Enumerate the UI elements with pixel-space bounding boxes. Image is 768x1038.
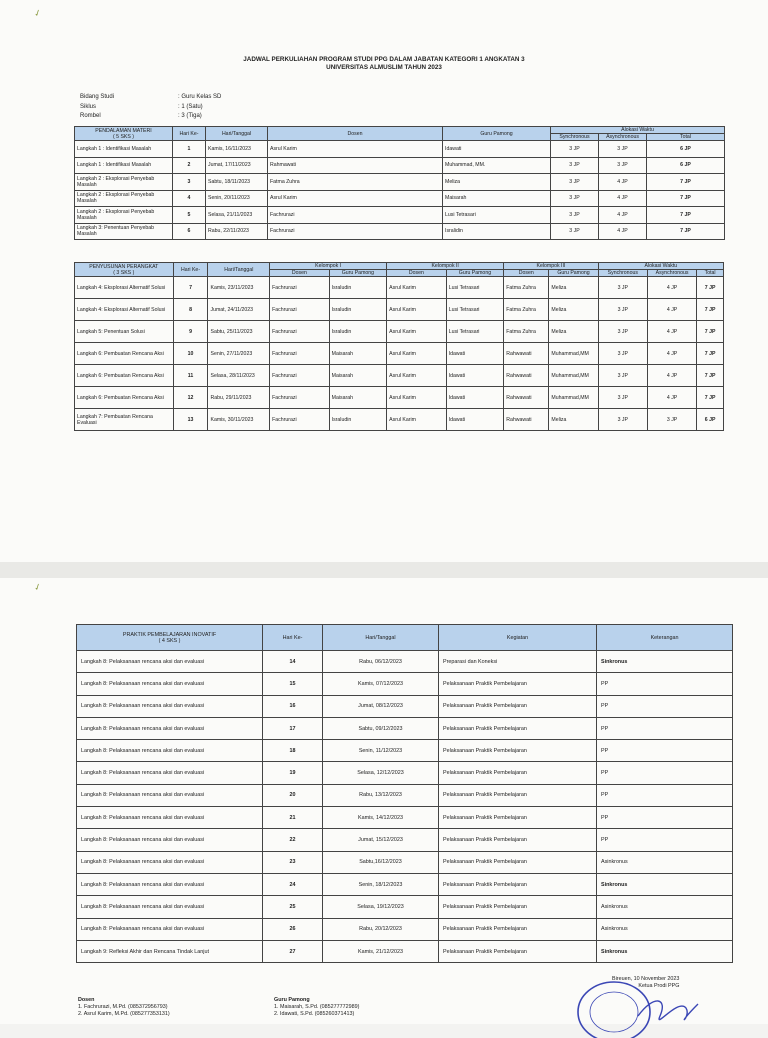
table-row: Langkah 8: Pelaksanaan rencana aksi dan evaluasi 18 Senin, 11/12/2023 Pelaksanaan Praktik Pembelajaran PP (77, 740, 733, 762)
pendalaman-materi-table (74, 126, 725, 240)
signature-scribble (638, 1001, 698, 1020)
pamong-header: Guru Pamong (443, 127, 551, 141)
table-row: Langkah 1 : Identifikasi Masalah 1 Kamis, 16/11/2023 Asrul Karim Idawati 3 JP 3 JP 6 JP (75, 141, 725, 158)
table-row: Langkah 8: Pelaksanaan rencana aksi dan evaluasi 24 Senin, 18/12/2023 Pelaksanaan Praktik Pembelajaran Sinkronus (77, 873, 733, 895)
document-title: JADWAL PERKULIAHAN PROGRAM STUDI PPG DALAM JABATAN KATEGORI 1 ANGKATAN 3 UNIVERSITAS ALMUSLIM TAHUN 2023 (243, 56, 525, 71)
table-row: Langkah 8: Pelaksanaan rencana aksi dan evaluasi 15 Kamis, 07/12/2023 Pelaksanaan Praktik Pembelajaran PP (77, 673, 733, 695)
meta-info (78, 92, 223, 123)
praktik-pembelajaran-table (76, 624, 733, 963)
kelompok-1-header: Kelompok I (270, 263, 387, 270)
module-header: PENYUSUNAN PERANGKAT ( 3 SKS ) (75, 263, 174, 277)
stamp-inner-ring (590, 992, 638, 1032)
pen-mark-icon: ✓ (32, 7, 43, 20)
table-row: Langkah 7: Pembuatan Rencana Evaluasi 13 Kamis, 30/11/2023 Fachrurazi Israludin Asrul Karim Idawati Rahwawati Meliza 3 JP 3 JP 6 JP (75, 409, 724, 431)
table-row: Langkah 2 : Eksplorasi Penyebab Masalah 3 Sabtu, 18/11/2023 Fatma Zuhra Meliza 3 JP 4 JP 7 JP (75, 174, 725, 191)
table-row: Langkah 8: Pelaksanaan rencana aksi dan evaluasi 16 Jumat, 08/12/2023 Pelaksanaan Praktik Pembelajaran PP (77, 695, 733, 717)
meta-row: Siklus : 1 (Satu) (80, 103, 203, 110)
table-row: Langkah 8: Pelaksanaan rencana aksi dan evaluasi 23 Sabtu,16/12/2023 Pelaksanaan Praktik Pembelajaran Asinkronus (77, 851, 733, 873)
hari-header: Hari Ke- (173, 127, 206, 141)
footer-dosen: Dosen 1. Fachrurazi, M.Pd. (085372956793) 2. Asrul Karim, M.Pd. (085277353131) (78, 997, 170, 1017)
footer-pamong: Guru Pamong 1. Maisarah, S.Pd. (085277772989) 2. Idawati, S.Pd. (085260371413) (274, 997, 360, 1017)
stamp-ring (578, 982, 650, 1038)
dosen-header: Dosen (270, 270, 330, 277)
total-header: Total (647, 134, 725, 141)
dosen-header: Dosen (387, 270, 447, 277)
tanggal-header: Hari/Tanggal (206, 127, 268, 141)
kelompok-2-header: Kelompok II (387, 263, 504, 270)
table-row: Langkah 5: Penentuan Solusi 9 Sabtu, 25/11/2023 Fachrurazi Israludin Asrul Karim Lusi Tetrasari Fatma Zuhra Meliza 3 JP 4 JP 7 JP (75, 321, 724, 343)
table-row: Langkah 3: Penentuan Penyebab Masalah 6 Rabu, 22/11/2023 Fachrurazi Isralidin 3 JP 4 JP 7 JP (75, 223, 725, 240)
table-row: Langkah 6: Pembuatan Rencana Aksi 11 Selasa, 28/11/2023 Fachrurazi Maisarah Asrul Karim Idawati Rahwawati Muhammad,MM 3 JP 4 JP 7 JP (75, 365, 724, 387)
table-row: Langkah 2 : Eksplorasi Penyebab Masalah 4 Senin, 20/11/2023 Asrul Karim Maisarah 3 JP 4 JP 7 JP (75, 190, 725, 207)
table-row: Langkah 6: Pembuatan Rencana Aksi 12 Rabu, 29/11/2023 Fachrurazi Maisarah Asrul Karim Idawati Rahwawati Muhammad,MM 3 JP 4 JP 7 JP (75, 387, 724, 409)
penyusunan-perangkat-table (74, 262, 724, 431)
table-row: Langkah 6: Pembuatan Rencana Aksi 10 Senin, 27/11/2023 Fachrurazi Maisarah Asrul Karim Idawati Rahwawati Muhammad,MM 3 JP 4 JP 7 JP (75, 343, 724, 365)
meta-row: Rombel : 3 (Tiga) (80, 113, 202, 120)
table-row: Langkah 9: Refleksi Akhir dan Rencana Tindak Lanjut 27 Kamis, 21/12/2023 Pelaksanaan Praktik Pembelajaran Sinkronus (77, 940, 733, 962)
hari-header: Hari Ke- (263, 625, 323, 651)
footer-signature-block: Bireuen, 10 November 2023 Ketua Prodi PPG (612, 976, 680, 989)
table-row: Langkah 8: Pelaksanaan rencana aksi dan evaluasi 17 Sabtu, 09/12/2023 Pelaksanaan Praktik Pembelajaran PP (77, 717, 733, 739)
module-header: PRAKTIK PEMBELAJARAN INOVATIF ( 4 SKS ) (77, 625, 263, 651)
total-header: Total (697, 270, 724, 277)
table-row: Langkah 8: Pelaksanaan rencana aksi dan evaluasi 22 Jumat, 15/12/2023 Pelaksanaan Praktik Pembelajaran PP (77, 829, 733, 851)
hari-header: Hari Ke- (173, 263, 208, 277)
dosen-header: Dosen (268, 127, 443, 141)
keterangan-header: Keterangan (597, 625, 733, 651)
kegiatan-header: Kegiatan (439, 625, 597, 651)
table-row: Langkah 8: Pelaksanaan rencana aksi dan evaluasi 14 Rabu, 06/12/2023 Preparasi dan Koneksi Sinkronus (77, 651, 733, 673)
pamong-header: Guru Pamong (329, 270, 387, 277)
pamong-header: Guru Pamong (446, 270, 504, 277)
table-row: Langkah 1 : Identifikasi Masalah 2 Jumat, 17/11/2023 Rahmawati Muhammad, MM. 3 JP 3 JP 6 JP (75, 157, 725, 174)
sync-header: Synchronous (551, 134, 599, 141)
table-row: Langkah 4: Eksplorasi Alternatif Solusi 7 Kamis, 23/11/2023 Fachrurazi Israludin Asrul Karim Lusi Tetrasari Fatma Zuhra Meliza 3 JP 4 JP 7 JP (75, 277, 724, 299)
tanggal-header: Hari/Tanggal (208, 263, 270, 277)
pamong-header: Guru Pamong (549, 270, 598, 277)
table-row: Langkah 8: Pelaksanaan rencana aksi dan evaluasi 26 Rabu, 20/12/2023 Pelaksanaan Praktik Pembelajaran Asinkronus (77, 918, 733, 940)
table-row: Langkah 4: Eksplorasi Alternatif Solusi 8 Jumat, 24/11/2023 Fachrurazi Israludin Asrul Karim Lusi Tetrasari Fatma Zuhra Meliza 3 JP 4 JP 7 JP (75, 299, 724, 321)
meta-row: Bidang Studi : Guru Kelas SD (80, 94, 222, 100)
async-header: Asynchronous (647, 270, 696, 277)
sync-header: Synchronous (598, 270, 647, 277)
dosen-header: Dosen (504, 270, 549, 277)
table-row: Langkah 8: Pelaksanaan rencana aksi dan evaluasi 20 Rabu, 13/12/2023 Pelaksanaan Praktik Pembelajaran PP (77, 784, 733, 806)
tanggal-header: Hari/Tanggal (323, 625, 439, 651)
pen-mark-icon: ✓ (32, 581, 43, 594)
table-row: Langkah 8: Pelaksanaan rencana aksi dan evaluasi 25 Selasa, 19/12/2023 Pelaksanaan Praktik Pembelajaran Asinkronus (77, 896, 733, 918)
alokasi-header: Alokasi Waktu (598, 263, 723, 270)
async-header: Asynchronous (599, 134, 647, 141)
alokasi-header: Alokasi Waktu (551, 127, 725, 134)
page-separator (0, 562, 768, 578)
table-row: Langkah 8: Pelaksanaan rencana aksi dan evaluasi 19 Selasa, 12/12/2023 Pelaksanaan Praktik Pembelajaran PP (77, 762, 733, 784)
table-row: Langkah 8: Pelaksanaan rencana aksi dan evaluasi 21 Kamis, 14/12/2023 Pelaksanaan Praktik Pembelajaran PP (77, 807, 733, 829)
module-header: PENDALAMAN MATERI ( 5 SKS ) (75, 127, 173, 141)
kelompok-3-header: Kelompok III (504, 263, 598, 270)
table-row: Langkah 2 : Eksplorasi Penyebab Masalah 5 Selasa, 21/11/2023 Fachrurazi Lusi Tetrasari 3 JP 4 JP 7 JP (75, 207, 725, 224)
